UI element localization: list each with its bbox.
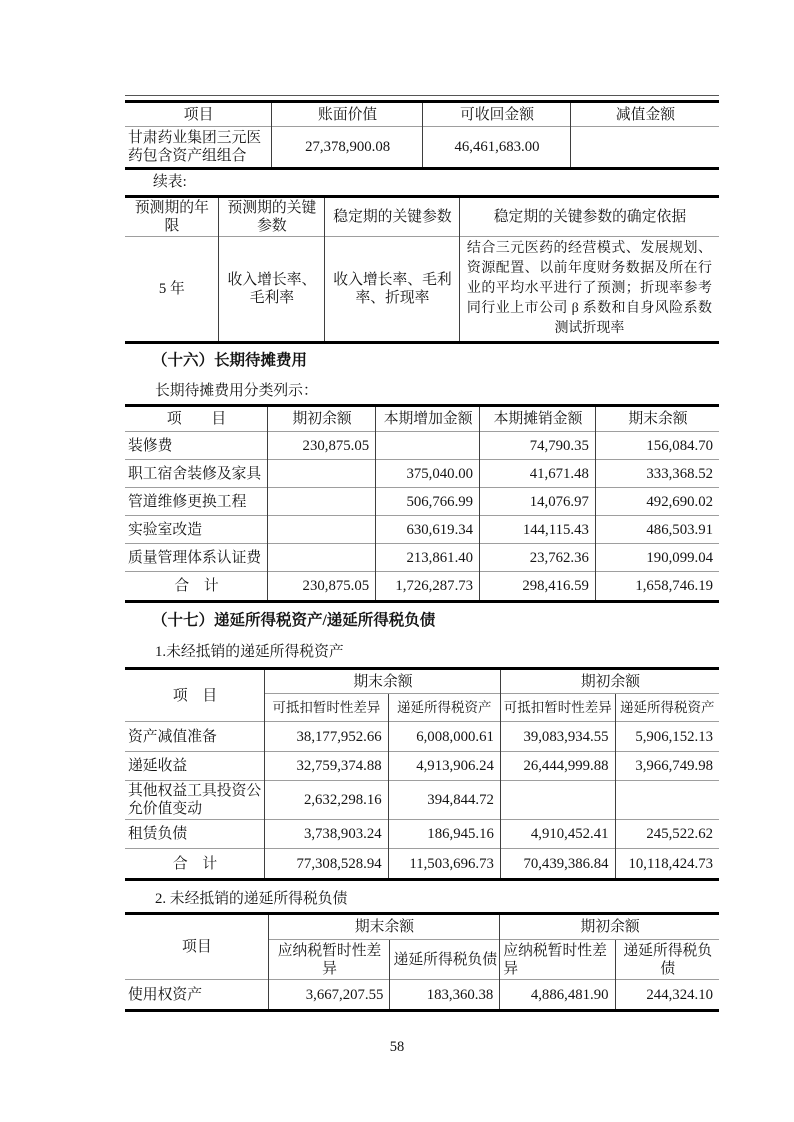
column-header: 可抵扣暂时性差异 xyxy=(500,694,615,722)
table-cell: 实验室改造 xyxy=(125,516,268,544)
table-cell: 32,759,374.88 xyxy=(265,752,389,781)
table-cell: 156,084.70 xyxy=(595,432,719,460)
column-header: 期末余额 xyxy=(595,406,719,432)
table-cell: 4,886,481.90 xyxy=(500,980,615,1011)
table-cell xyxy=(268,488,376,516)
table-cell: 3,966,749.98 xyxy=(615,752,719,781)
table-cell: 375,040.00 xyxy=(376,460,480,488)
table-cell: 41,671.48 xyxy=(480,460,596,488)
table-cell: 3,738,903.24 xyxy=(265,820,389,849)
column-group-header: 期末余额 xyxy=(268,914,500,940)
table-cell: 46,461,683.00 xyxy=(423,127,571,169)
table-cell: 1,658,746.19 xyxy=(595,572,719,602)
table-cell: 183,360.38 xyxy=(390,980,500,1011)
column-header: 递延所得税资产 xyxy=(388,694,500,722)
table-cell xyxy=(500,781,615,820)
column-header: 本期增加金额 xyxy=(376,406,480,432)
table-cell: 资产减值准备 xyxy=(125,722,265,752)
column-header: 应纳税暂时性差异 xyxy=(268,940,390,980)
table-cell: 26,444,999.88 xyxy=(500,752,615,781)
table-top-rule xyxy=(125,95,719,96)
table-cell: 4,913,906.24 xyxy=(388,752,500,781)
table-row xyxy=(125,781,719,820)
table-cell: 6,008,000.61 xyxy=(388,722,500,752)
table-cell: 230,875.05 xyxy=(268,572,376,602)
column-header: 项 目 xyxy=(166,411,227,427)
column-header: 预测期的年限 xyxy=(134,200,209,234)
table-cell: 4,910,452.41 xyxy=(500,820,615,849)
section-heading-16: （十六）长期待摊费用 xyxy=(152,352,308,369)
column-header: 预测期的关键参数 xyxy=(218,197,324,237)
column-group-header: 期末余额 xyxy=(265,669,501,694)
table-cell: 14,076.97 xyxy=(480,488,596,516)
column-header: 本期摊销金额 xyxy=(480,406,596,432)
column-header: 应纳税暂时性差异 xyxy=(500,940,615,980)
table-cell: 递延收益 xyxy=(125,752,265,781)
column-header: 账面价值 xyxy=(272,102,423,127)
table-row xyxy=(125,237,719,343)
column-header: 项目 xyxy=(182,939,212,955)
table-cell: 10,118,424.73 xyxy=(615,849,719,880)
deferred-tax-liabilities-table xyxy=(125,912,719,1012)
table-cell: 3,667,207.55 xyxy=(268,980,390,1011)
column-header: 期初余额 xyxy=(268,406,376,432)
table-row xyxy=(125,488,719,516)
table-cell: 其他权益工具投资公允价值变动 xyxy=(125,781,265,820)
column-header: 可抵扣暂时性差异 xyxy=(265,694,389,722)
table-cell: 213,861.40 xyxy=(376,544,480,572)
table-cell: 使用权资产 xyxy=(125,980,268,1011)
table-row xyxy=(125,722,719,752)
table-total-row xyxy=(125,849,719,880)
table-cell: 收入增长率、毛利率、折现率 xyxy=(325,237,460,343)
table-row xyxy=(125,544,719,572)
table-cell: 职工宿舍装修及家具 xyxy=(125,460,268,488)
column-group-header: 期初余额 xyxy=(500,669,719,694)
table-cell: 39,083,934.55 xyxy=(500,722,615,752)
page-content xyxy=(125,0,719,1012)
impairment-table xyxy=(125,100,719,170)
table-cell: 1,726,287.73 xyxy=(376,572,480,602)
table-cell: 70,439,386.84 xyxy=(500,849,615,880)
table-cell: 质量管理体系认证费 xyxy=(125,544,268,572)
table-row xyxy=(125,127,719,169)
long-term-deferred-expense-table xyxy=(125,404,719,603)
column-header: 稳定期的关键参数的确定依据 xyxy=(459,197,719,237)
table-cell: 486,503.91 xyxy=(595,516,719,544)
table-cell xyxy=(376,432,480,460)
table-cell: 144,115.43 xyxy=(480,516,596,544)
table-header-row xyxy=(125,406,719,432)
table-header-row xyxy=(125,914,719,940)
table-cell: 27,378,900.08 xyxy=(272,127,423,169)
table-cell: 租赁负债 xyxy=(125,820,265,849)
table-cell xyxy=(615,781,719,820)
table-row xyxy=(125,980,719,1011)
table-cell: 492,690.02 xyxy=(595,488,719,516)
table-cell: 管道维修更换工程 xyxy=(125,488,268,516)
table-cell: 5,906,152.13 xyxy=(615,722,719,752)
table-cell: 38,177,952.66 xyxy=(265,722,389,752)
table-cell: 230,875.05 xyxy=(268,432,376,460)
section17-sub2: 2. 未经抵销的递延所得税负债 xyxy=(155,891,348,907)
table-cell xyxy=(268,460,376,488)
section-heading-17: （十七）递延所得税资产/递延所得税负债 xyxy=(152,612,436,629)
table-row xyxy=(125,820,719,849)
table-cell: 5 年 xyxy=(125,237,218,343)
table-cell xyxy=(268,516,376,544)
column-header: 递延所得税资产 xyxy=(615,694,719,722)
table-cell: 394,844.72 xyxy=(388,781,500,820)
column-header: 递延所得税负债 xyxy=(390,940,500,980)
table-cell: 77,308,528.94 xyxy=(265,849,389,880)
table-cell: 收入增长率、毛利率 xyxy=(218,237,324,343)
table-total-row xyxy=(125,572,719,602)
table-cell: 506,766.99 xyxy=(376,488,480,516)
section16-intro: 长期待摊费用分类列示： xyxy=(155,383,318,399)
section17-sub1: 1.未经抵销的递延所得税资产 xyxy=(155,644,344,660)
table-header-row xyxy=(125,197,719,237)
table-cell: 244,324.10 xyxy=(615,980,719,1011)
table-row xyxy=(125,752,719,781)
column-header: 减值金额 xyxy=(570,102,719,127)
forecast-continuation-table xyxy=(125,195,719,344)
table-cell: 结合三元医药的经营模式、发展规划、资源配置、以前年度财务数据及所在行业的平均水平进行了预测；折现率参考同行业上市公司 β 系数和自身风险系数测试折现率 xyxy=(459,237,719,343)
table-cell: 装修费 xyxy=(125,432,268,460)
table-cell xyxy=(570,127,719,169)
deferred-tax-assets-table xyxy=(125,667,719,881)
table-cell: 630,619.34 xyxy=(376,516,480,544)
table-row xyxy=(125,460,719,488)
table-cell: 2,632,298.16 xyxy=(265,781,389,820)
table-cell: 甘肃药业集团三元医药包含资产组组合 xyxy=(125,127,272,169)
table-cell: 合 计 xyxy=(125,572,268,602)
table-cell: 333,368.52 xyxy=(595,460,719,488)
table-cell: 298,416.59 xyxy=(480,572,596,602)
table-cell: 23,762.36 xyxy=(480,544,596,572)
column-header: 可收回金额 xyxy=(423,102,571,127)
page-number: 58 xyxy=(389,1039,405,1055)
table-header-row xyxy=(125,669,719,694)
column-header: 稳定期的关键参数 xyxy=(325,197,460,237)
table-cell: 186,945.16 xyxy=(388,820,500,849)
table-cell: 245,522.62 xyxy=(615,820,719,849)
table-cell: 74,790.35 xyxy=(480,432,596,460)
table-row xyxy=(125,432,719,460)
table-cell xyxy=(268,544,376,572)
table-cell: 11,503,696.73 xyxy=(388,849,500,880)
table-cell: 合 计 xyxy=(125,849,265,880)
column-header: 项 目 xyxy=(172,687,218,704)
column-header: 项目 xyxy=(183,106,214,123)
column-header: 递延所得税负债 xyxy=(615,940,719,980)
column-group-header: 期初余额 xyxy=(500,914,719,940)
table-cell: 190,099.04 xyxy=(595,544,719,572)
continuation-label: 续表: xyxy=(153,174,187,190)
table-header-row xyxy=(125,102,719,127)
table-row xyxy=(125,516,719,544)
